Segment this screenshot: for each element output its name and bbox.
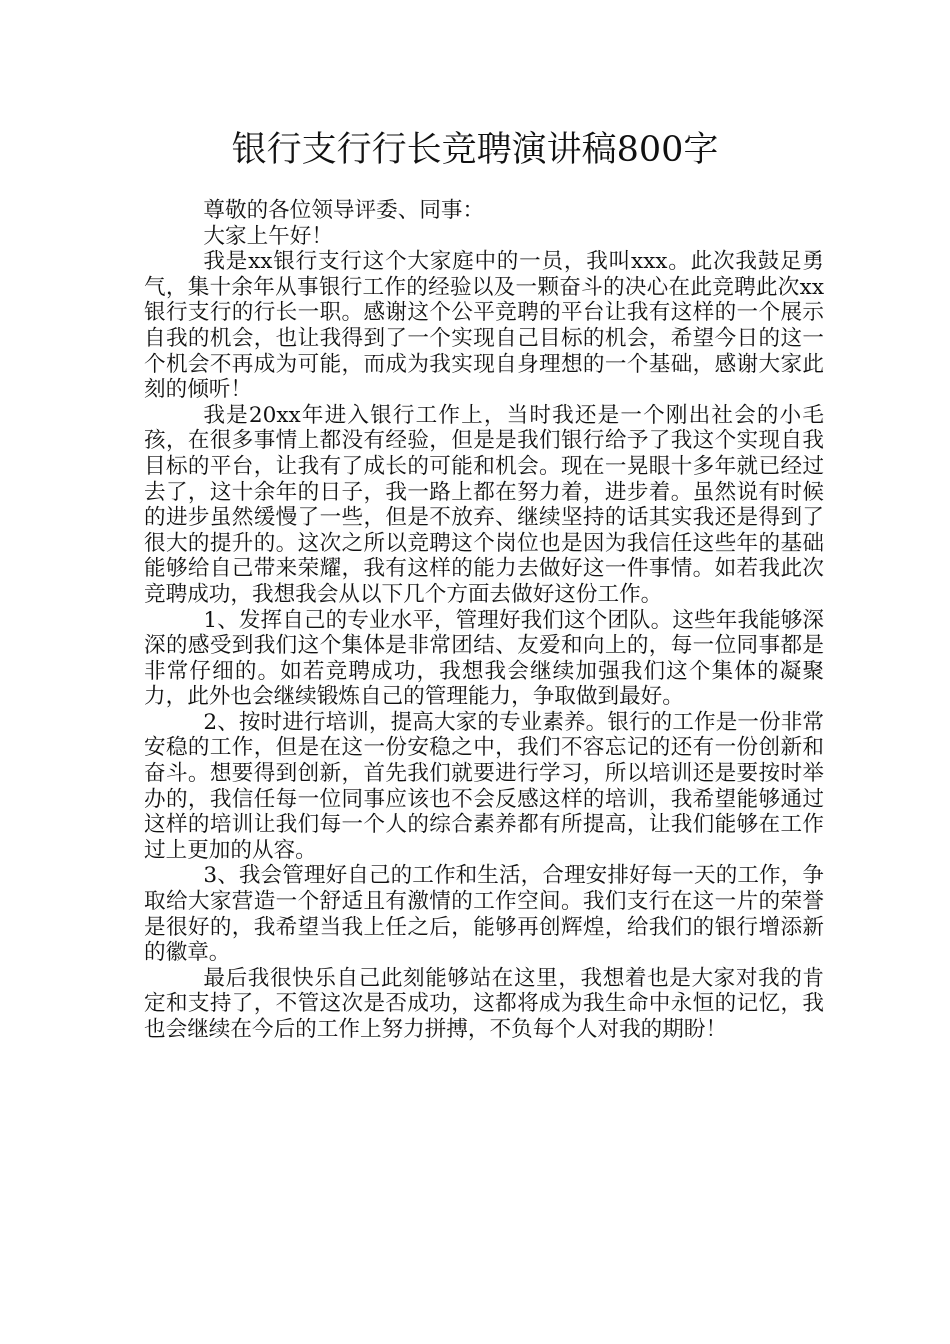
document-title: 银行支行行长竞聘演讲稿800字 [231,130,719,170]
paragraph-point-3: 3、我会管理好自己的工作和生活，合理安排好每一天的工作，争取给大家营造一个舒适且有激情的工作空间。我们支行在这一片的荣誉是很好的，我希望当我上任之后，能够再创辉煌，给我们的银行增添新的徽章。 [144,863,824,966]
paragraph-salutation: 尊敬的各位领导评委、同事： [203,198,485,223]
paragraph-background: 我是20xx年进入银行工作上，当时我还是一个刚出社会的小毛孩，在很多事情上都没有经验，但是是我们银行给予了我这个实现自我目标的平台，让我有了成长的可能和机会。现在一晃眼十多年就已经过去了，这十余年的日子，我一路上都在努力着，进步着。虽然说有时候的进步虽然缓慢了一些，但是不放弃、继续坚持的话其实我还是得到了很大的提升的。这次之所以竞聘这个岗位也是因为我信任这些年的基础能够给自己带来荣耀，我有这样的能力去做好这一件事情。如若我此次竞聘成功，我想我会从以下几个方面去做好这份工作。 [144,402,824,607]
paragraph-point-1: 1、发挥自己的专业水平，管理好我们这个团队。这些年我能够深深的感受到我们这个集体是非常团结、友爱和向上的，每一位同事都是非常仔细的。如若竞聘成功，我想我会继续加强我们这个集体的凝聚力，此外也会继续锻炼自己的管理能力，争取做到最好。 [144,607,824,710]
paragraph-greeting: 大家上午好！ [203,223,333,249]
paragraph-point-2: 2、按时进行培训，提高大家的专业素养。银行的工作是一份非常安稳的工作，但是在这一份安稳之中，我们不容忘记的还有一份创新和奋斗。想要得到创新，首先我们就要进行学习，所以培训还是要按时举办的，我信任每一位同事应该也不会反感这样的培训，我希望能够通过这样的培训让我们每一个人的综合素养都有所提高，让我们能够在工作过上更加的从容。 [144,709,824,863]
document-body [144,198,824,1043]
paragraph-introduction: 我是xx银行支行这个大家庭中的一员，我叫xxx。此次我鼓足勇气，集十余年从事银行工作的经验以及一颗奋斗的决心在此竞聘此次xx银行支行的行长一职。感谢这个公平竞聘的平台让我有这样的一个展示自我的机会，也让我得到了一个实现自己目标的机会，希望今日的这一个机会不再成为可能，而成为我实现自身理想的一个基础，感谢大家此刻的倾听！ [144,249,824,403]
paragraph-closing: 最后我很快乐自己此刻能够站在这里，我想着也是大家对我的肯定和支持了，不管这次是否成功，这都将成为我生命中永恒的记忆，我也会继续在今后的工作上努力拼搏，不负每个人对我的期盼！ [144,965,824,1042]
